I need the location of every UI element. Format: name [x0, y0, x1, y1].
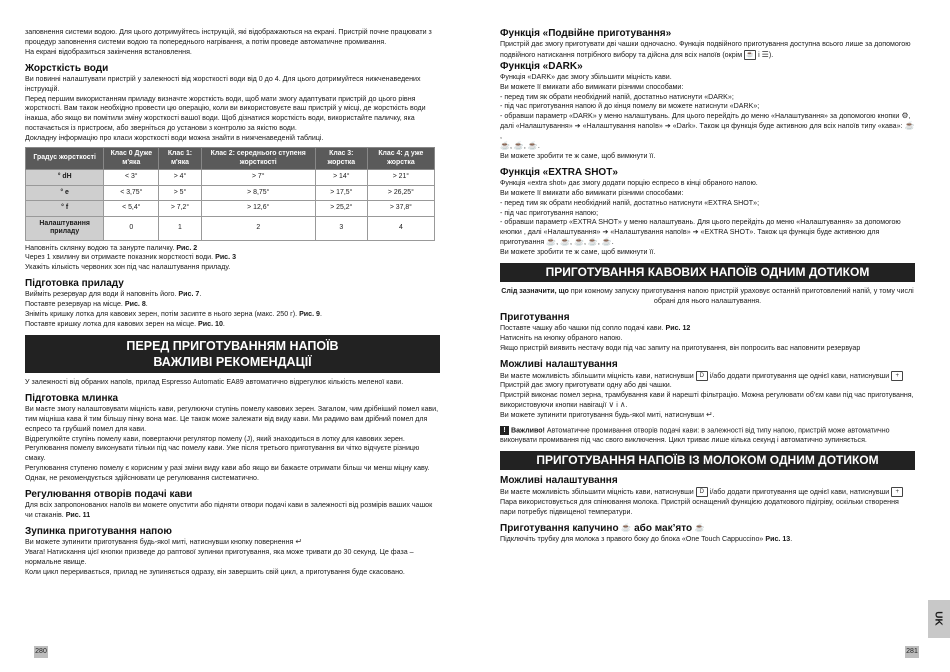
table-row: [26, 216, 435, 240]
dark-icon: D: [696, 371, 708, 381]
extra-shot-icon: +: [891, 487, 903, 497]
table-cell: < 3,75°: [104, 185, 159, 201]
settings-line: Ви маєте можливість збільшити міцність кави, натиснувши D і/або додати приготування ще однієї кави, натиснувши +: [500, 371, 915, 382]
warning-icon: !: [500, 426, 509, 435]
double-title: Функція «Подвійне приготування»: [500, 28, 672, 39]
cappuccino-title: Приготування капучино ☕ або мак’ято ☕: [500, 522, 705, 534]
settings-title: Можливі налаштування: [500, 475, 618, 487]
menu-icon: ☰: [761, 49, 769, 59]
prep-line: Поставте резервуар на місце. Рис. 8.: [25, 300, 148, 309]
coffee-cup-icon: ☕: [513, 141, 524, 151]
dark-icon: D: [696, 487, 708, 497]
table-cell: > 37,8°: [367, 201, 434, 217]
intro-para: На екрані відобразиться закінчення встановлення.: [25, 47, 192, 56]
coffee-cup-icon: ☕: [904, 121, 915, 131]
table-cell: < 3°: [104, 170, 159, 186]
coffee-cup-icon: ☕: [587, 237, 598, 247]
table-header: Клас 2: середнього ступеня жорсткості: [201, 148, 315, 170]
prep-line: Зніміть кришку лотка для кавових зерен, потім засипте в нього зерна (макс. 250 г). Рис. 9.: [25, 310, 322, 319]
dark-line: - під час приготування напою й до кінця помелу ви можете натиснути «DARK»;: [500, 102, 760, 111]
coffee-cup-icon: ☕: [560, 237, 571, 247]
hardness-para: Ви повинні налаштувати пристрій у залежності від жорсткості води від 0 до 4. Для цього дотримуйтеся нижченаведених інструкцій.: [25, 74, 421, 93]
dark-line: Ви можете зробити те ж саме, щоб вимкнути її.: [500, 151, 656, 160]
table-cell: > 26,25°: [367, 185, 434, 201]
chevron-up-icon: ∧: [619, 400, 626, 410]
table-cell: > 7°: [201, 170, 315, 186]
spouts-text: Для всіх запропонованих напоїв ви можете опустити або підняти отвори подачі кави в залежності від розмірів ваших чашок чи стаканів. Рис. 11: [25, 501, 433, 519]
settings-line: Пристрій виконає помел зерна, трамбування кави й нарешті фільтрацію. Можна регулювати об’єм кави під час приготування, використовуючи кнопки навігації ∨ і ∧.: [500, 391, 914, 410]
macchiato-icon: ☕: [694, 523, 705, 533]
table-cell: 4: [367, 216, 434, 240]
table-header-row: [26, 148, 435, 170]
page-number: 281: [905, 646, 919, 658]
dark-line: далі «Налаштування» ➔ «Налаштування напоїв» ➔ «Dark». Також ця функція буде активною для всіх напоїв типу «кава»: ☕,: [500, 121, 915, 141]
settings-line: Пара використовується для спінювання молока. Пристрій оснащений функцією додаткового підігріву, оскільки створення пари потребує підвищеної температури.: [500, 498, 899, 516]
intro-para: заповнення системи водою. Для цього дотримуйтесь інструкцій, які відображаються на екрані. Пристрій почне працювати з процедур заповнення системи водою та попереднього нагрівання, а потім проведе автоматичне промивання.: [25, 28, 432, 46]
section-banner: ПРИГОТУВАННЯ КАВОВИХ НАПОЇВ ОДНИМ ДОТИКОМ: [500, 263, 915, 282]
extra-line: - обравши параметр «EXTRA SHOT» у меню налаштувань. Для цього перейдіть до меню «Налаштування» за допомогою: [500, 218, 901, 227]
grinder-para: Ви маєте змогу налаштовувати міцність кави, регулюючи ступінь помелу кавових зерен. Загалом, чим дрібніший помел кави, тим міцніша кава й тим більшу пінку вона має. Це також може залежати від виду кави. Ми радимо вам дрібний помел для еспресо та грубший помел для кави.: [25, 404, 439, 433]
dark-line: - перед тим як обрати необхідний напій, достатньо натиснути «DARK»;: [500, 92, 734, 101]
table-cell: > 7,2°: [159, 201, 201, 217]
table-row: [26, 170, 435, 186]
table-cell: 3: [315, 216, 367, 240]
spouts-title: Регулювання отворів подачі кави: [25, 489, 193, 501]
grinder-title: Підготовка млинка: [25, 392, 119, 404]
after-table-line: Наповніть склянку водою та занурте паличку. Рис. 2: [25, 243, 198, 252]
chevron-down-icon: ∨: [608, 400, 615, 410]
section-banner: ПЕРЕД ПРИГОТУВАННЯМ НАПОЇВ ВАЖЛИВІ РЕКОМЕНДАЦІЇ: [25, 335, 440, 373]
hardness-para: Докладну інформацію про класи жорсткості води можна знайти в нижченаведеній таблиці.: [25, 134, 324, 143]
table-cell: > 5°: [159, 185, 201, 201]
coffee-cup-icon: ☕: [500, 141, 510, 151]
coffee-cup-icon: ☕: [573, 237, 584, 247]
table-cell: 2: [201, 216, 315, 240]
hardness-title: Жорсткість води: [25, 62, 109, 74]
table-cell: ° f: [26, 201, 104, 217]
stop-title: Зупинка приготування напою: [25, 525, 172, 537]
settings-line: Ви маєте можливість збільшити міцність кави, натиснувши D і/або додати приготування ще однієї кави, натиснувши +: [500, 487, 915, 498]
return-icon: ↵: [705, 410, 713, 420]
banner-note: Слід зазначити, що при кожному запуску приготування напою пристрій ураховує останній приготовлений напій, у тому числі обрані для нього налаштування.: [501, 287, 914, 305]
extra-title: Функція «EXTRA SHOT»: [500, 166, 618, 178]
table-cell: > 4°: [159, 170, 201, 186]
table-header: Клас 0 Дуже м'яка: [104, 148, 159, 170]
right-column: [500, 28, 915, 545]
table-cell: ° e: [26, 185, 104, 201]
table-header: Клас 3: жорстка: [315, 148, 367, 170]
table-cell: ° dH: [26, 170, 104, 186]
dark-title: Функція «DARK»: [500, 60, 583, 72]
coffee-cup-icon: ☕: [601, 237, 612, 247]
extra-line: - перед тим як обрати необхідний напій, достатньо натиснути «EXTRA SHOT»;: [500, 198, 760, 207]
page-number: 280: [34, 646, 48, 658]
table-cell: 0: [104, 216, 159, 240]
settings-line: Ви можете зупинити приготування будь-якої миті, натиснувши ↵.: [500, 410, 715, 420]
cup-icon: ☕: [744, 50, 756, 60]
table-header: Клас 4: д уже жорстка: [367, 148, 434, 170]
after-table-line: Через 1 хвилину ви отримаєте показник жорсткості води. Рис. 3: [25, 253, 237, 262]
dark-line: Функція «DARK» дає змогу збільшити міцність кави.: [500, 72, 672, 81]
prep-line: Поставте кришку лотка для кавових зерен на місце. Рис. 10.: [25, 320, 225, 328]
cappuccino-text: Підключіть трубку для молока з правого боку до блока «One Touch Cappuccino» Рис. 13.: [500, 534, 793, 543]
prep-line: Якщо пристрій виявить нестачу води під час запиту на приготування, він попросить вас наповнити резервуар: [500, 343, 861, 352]
table-row: [26, 185, 435, 201]
table-header: Градус жорсткості: [26, 148, 104, 170]
prep-line: Вийміть резервуар для води й наповніть його. Рис. 7.: [25, 290, 202, 299]
table-cell: > 8,75°: [201, 185, 315, 201]
settings-title: Можливі налаштування: [500, 358, 618, 370]
table-row: [26, 201, 435, 217]
table-cell: > 21°: [367, 170, 434, 186]
prep-title: Підготовка приладу: [25, 278, 124, 290]
stop-line: Коли цикл переривається, прилад не зупиняється одразу, він завершить свій цикл, а приготування буде скасовано.: [25, 567, 405, 576]
stop-line: Ви можете зупинити приготування будь-якої миті, натиснувши кнопку повернення ↵: [25, 537, 303, 546]
hardness-table: [25, 147, 435, 241]
right-page: [475, 0, 950, 672]
dark-line: - обравши параметр «DARK» у меню налаштувань. Для цього перейдіть до меню «Налаштування» за допомогою кнопки ⚙,: [500, 111, 911, 121]
cappuccino-icon: ☕: [621, 523, 632, 533]
double-text: Пристрій дає змогу приготувати дві чашки одночасно. Функція подвійного приготування доступна всього лише за допомогою подвійного натискання потрібного вибору та дійсна для всіх напоїв (окрім ☕ і ☰).: [500, 40, 911, 59]
table-cell: < 5,4°: [104, 201, 159, 217]
section-banner: ПРИГОТУВАННЯ НАПОЇВ ІЗ МОЛОКОМ ОДНИМ ДОТИКОМ: [500, 451, 915, 470]
extra-line: Ви можете зробити те ж саме, щоб вимкнути її.: [500, 248, 656, 257]
table-cell: > 17,5°: [315, 185, 367, 201]
prep-line: Поставте чашку або чашки під сопло подачі кави. Рис. 12: [500, 323, 691, 332]
table-cell: > 25,2°: [315, 201, 367, 217]
coffee-cup-icon: ☕: [546, 237, 557, 247]
extra-line: кнопки , далі «Налаштування» ➔ «Налаштування напоїв» ➔ «EXTRA SHOT». Також ця функція буде активною для: [500, 228, 880, 237]
extra-shot-icon: +: [891, 371, 903, 381]
left-column: [25, 28, 440, 578]
extra-line: - під час приготування напою;: [500, 208, 599, 217]
grinder-para: Регулювання ступеню помелу є корисним у разі зміни виду кави або якщо ви бажаєте отримати більш чи менш міцну каву. Однак, не рекомендується здійснювати це регулювання систематично.: [25, 464, 430, 483]
gear-icon: ⚙: [901, 111, 909, 121]
language-tab: UK: [928, 600, 950, 638]
after-table-line: Укажіть кількість червоних зон під час налаштування приладу.: [25, 263, 231, 272]
table-cell: > 14°: [315, 170, 367, 186]
coffee-cup-icon: ☕: [527, 141, 538, 151]
extra-line: Ви можете її вмикати або вимикати різними способами:: [500, 188, 684, 197]
table-cell: > 12,6°: [201, 201, 315, 217]
extra-line: приготування ☕, ☕, ☕, ☕, ☕.: [500, 237, 614, 247]
banner-note: У залежності від обраних напоїв, прилад Espresso Automatic EA89 автоматично відрегулює кількість меленої кави.: [25, 377, 404, 386]
table-header: Клас 1: м'яка: [159, 148, 201, 170]
return-icon: ↵: [295, 537, 303, 546]
hardness-para: Перед першим використанням приладу визначте жорсткість води, щоб мати змогу адаптувати пристрій до цього рівня жорсткості. Вам також необхідно провести цю операцію, коли ви використовуєте ваш пристрій у місці, де жорсткість води інакша, або якщо ви помітили зміну жорсткості вашої води. Щоб дізнатися жорсткість води, використайте паличку, яка постачається із пристроєм, або зверніться до установи з контролю за якістю води.: [25, 94, 426, 133]
prep-line: Натисніть на кнопку обраного напою.: [500, 333, 623, 342]
grinder-para: Відрегулюйте ступінь помелу кави, повертаючи регулятор помелу (J), який знаходиться в лотку для кавових зерен. Регулювання помелу виконувати тільки під час помелу кави. Уже після третього приготування ви чітко відчуєте різницю смаку.: [25, 434, 420, 463]
table-cell: Налаштування приладу: [26, 216, 104, 240]
dark-line: Ви можете її вмикати або вимикати різними способами:: [500, 82, 684, 91]
extra-line: Функція «extra shot» дає змогу додати порцію еспресо в кінці обраного напою.: [500, 178, 758, 187]
table-cell: 1: [159, 216, 201, 240]
stop-line: Увага! Натискання цієї кнопки призведе до раптової зупинки приготування, яка може тривати до 30 секунд. Це фаза – нормальне явище.: [25, 547, 414, 566]
dark-line: ☕, ☕, ☕.: [500, 141, 540, 151]
important-note: ! Важливо! Автоматичне промивання отворів подачі кави: в залежності від типу напою, пристрій може автоматично виконувати промивання під час свого виключення. Цикл триває лише кілька секунд і автоматично зупиняється.: [500, 426, 890, 445]
settings-line: Пристрій дає змогу приготувати одну або дві чашки.: [500, 381, 672, 390]
prep-title: Приготування: [500, 311, 570, 323]
